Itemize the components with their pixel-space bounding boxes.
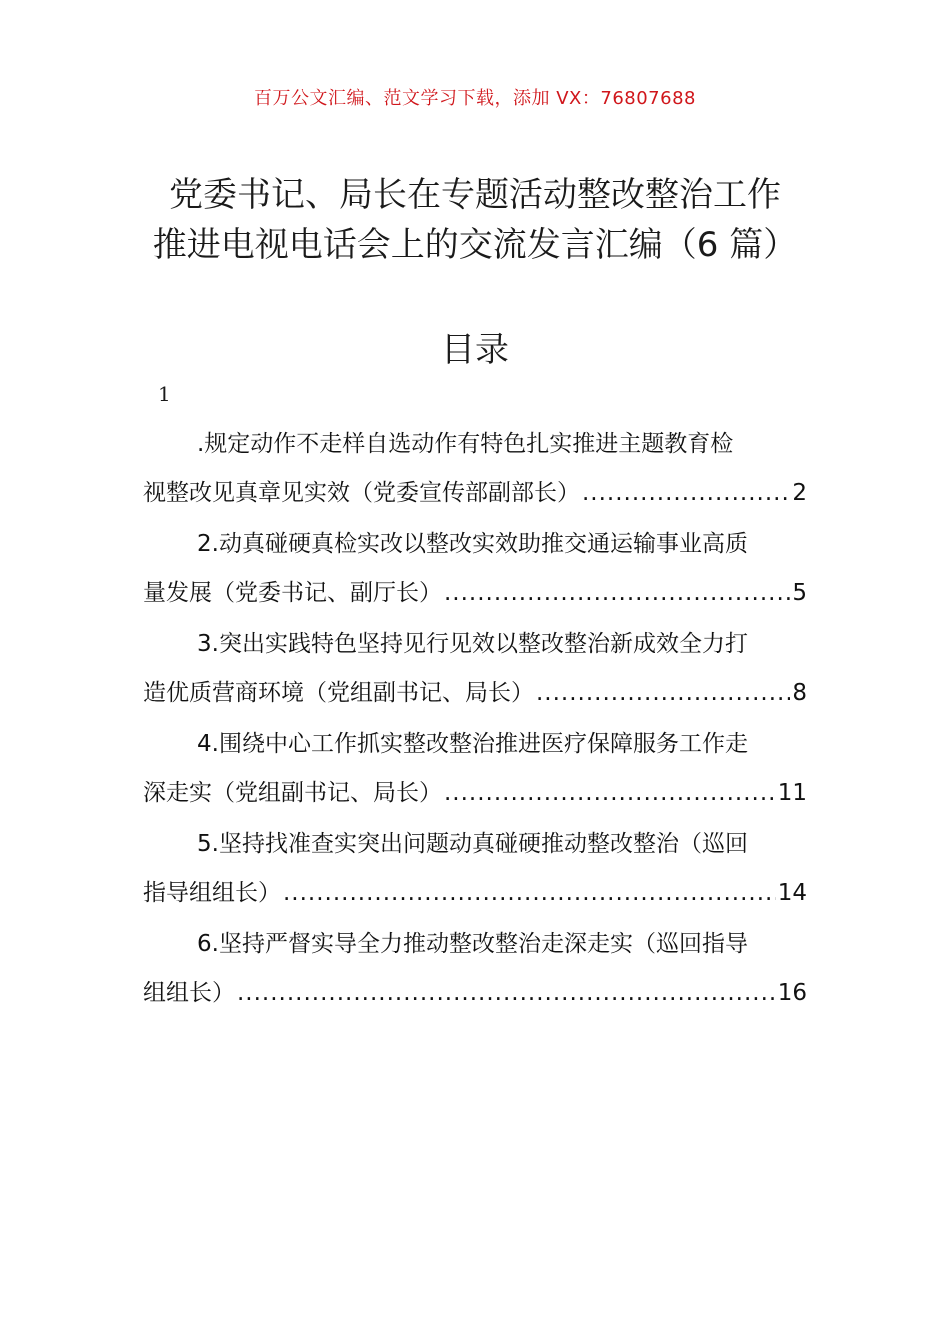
toc-entry-title-line2-row — [143, 469, 807, 518]
toc-entry-4[interactable] — [143, 720, 807, 818]
toc-entry-title-line2: 指导组组长） — [143, 880, 281, 906]
toc-entry-title-line2: 造优质营商环境（党组副书记、局长） — [143, 680, 534, 706]
toc-dot-leader — [237, 969, 776, 1018]
toc-page-number: 11 — [777, 780, 807, 806]
toc-entry-title-line1: 4.围绕中心工作抓实整改整治推进医疗保障服务工作走 — [197, 731, 748, 757]
toc-entry-title-line1: 6.坚持严督实导全力推动整改整治走深走实（巡回指导 — [197, 931, 748, 957]
toc-entry-title-line1: 3.突出实践特色坚持见行见效以整改整治新成效全力打 — [197, 631, 748, 657]
toc-entry-2[interactable] — [143, 520, 807, 618]
toc-page-number: 8 — [792, 680, 807, 706]
toc-dot-leader — [582, 469, 790, 518]
toc-heading: 目录 — [441, 330, 509, 370]
toc-dot-leader — [536, 669, 790, 718]
toc-entry-title-line2-row — [143, 969, 807, 1018]
toc-entry-title-line2: 深走实（党组副书记、局长） — [143, 780, 442, 806]
toc-entry-5[interactable] — [143, 820, 807, 918]
toc-page-number: 14 — [777, 880, 807, 906]
toc-entry-title-line1: 2.动真碰硬真检实改以整改实效助推交通运输事业高质 — [197, 531, 748, 557]
toc-entry-1[interactable] — [143, 420, 807, 518]
header-watermark-note: 百万公文汇编、范文学习下载，添加 VX：76807688 — [254, 88, 696, 109]
toc-entry-title-line2-row — [143, 569, 807, 618]
toc-page-number: 5 — [792, 580, 807, 606]
toc-entry-title-line2: 组组长） — [143, 980, 235, 1006]
document-title — [120, 170, 830, 270]
toc-stray-number: 1 — [158, 382, 171, 406]
document-title-line-2: 推进电视电话会上的交流发言汇编（6 篇） — [152, 225, 798, 265]
toc-entry-title-line2: 量发展（党委书记、副厅长） — [143, 580, 442, 606]
table-of-contents — [143, 420, 807, 1020]
toc-entry-title-line2-row — [143, 669, 807, 718]
toc-page-number: 16 — [777, 980, 807, 1006]
toc-entry-title-line1: .规定动作不走样自选动作有特色扎实推进主题教育检 — [197, 431, 734, 457]
toc-entry-6[interactable] — [143, 920, 807, 1018]
toc-dot-leader — [444, 769, 776, 818]
toc-page-number: 2 — [792, 480, 807, 506]
toc-entry-3[interactable] — [143, 620, 807, 718]
toc-entry-title-line2: 视整改见真章见实效（党委宣传部副部长） — [143, 480, 580, 506]
toc-entry-title-line2-row — [143, 769, 807, 818]
document-title-line-1: 党委书记、局长在专题活动整改整治工作 — [169, 175, 781, 215]
toc-dot-leader — [444, 569, 790, 618]
toc-entry-title-line1: 5.坚持找准查实突出问题动真碰硬推动整改整治（巡回 — [197, 831, 748, 857]
toc-entry-title-line2-row — [143, 869, 807, 918]
toc-dot-leader — [283, 869, 776, 918]
